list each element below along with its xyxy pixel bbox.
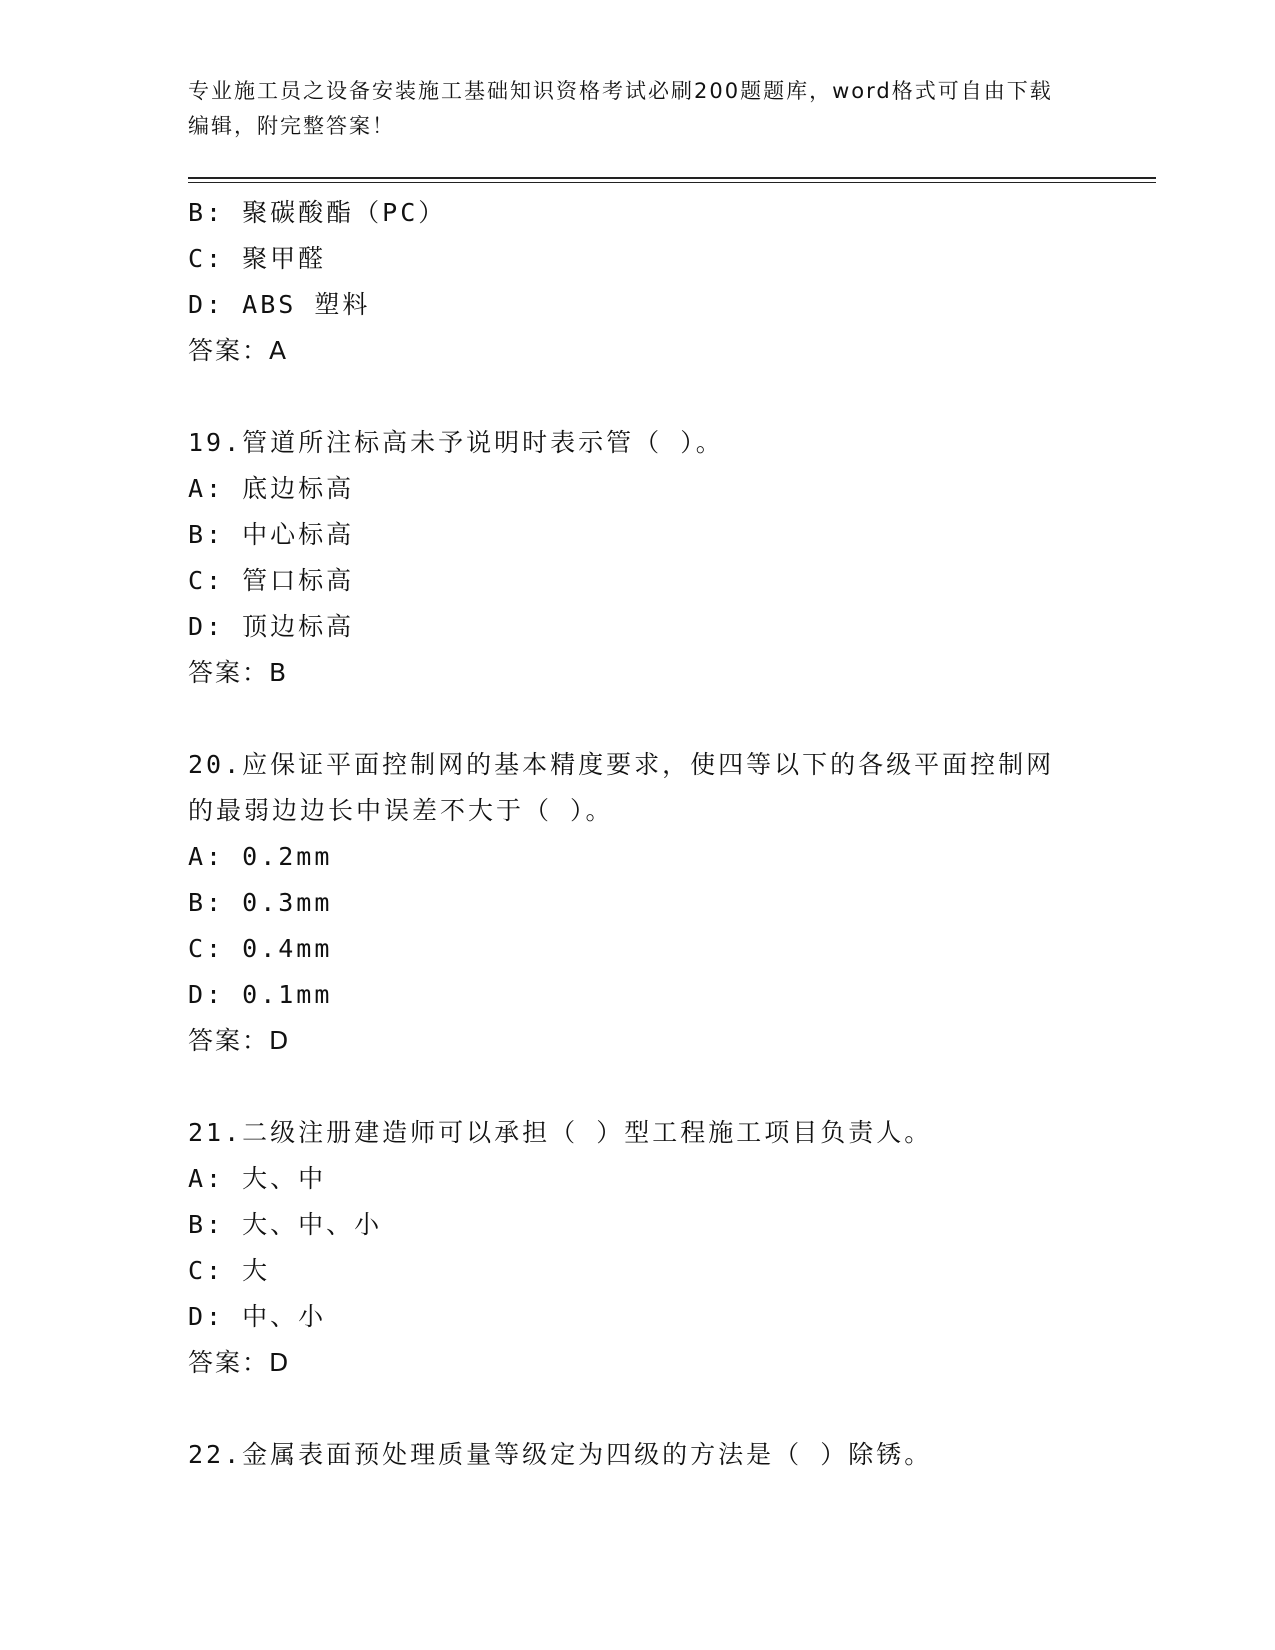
option-d: D: 顶边标高 xyxy=(188,612,355,641)
question-block-21 xyxy=(188,1110,1088,1386)
option-a: A: 底边标高 xyxy=(188,474,355,503)
spacer xyxy=(188,696,1088,742)
answer-line: 答案：A xyxy=(188,336,289,365)
question-text: 22.金属表面预处理质量等级定为四级的方法是（ ）除锈。 xyxy=(188,1440,933,1469)
option-d: D: 中、小 xyxy=(188,1302,327,1331)
question-block-18 xyxy=(188,190,1088,374)
document-header: 专业施工员之设备安装施工基础知识资格考试必刷200题题库，word格式可自由下载编辑，附完整答案！ xyxy=(188,79,1053,138)
option-b: B: 中心标高 xyxy=(188,520,355,549)
option-c: C: 大 xyxy=(188,1256,271,1285)
question-block-22 xyxy=(188,1432,1088,1478)
spacer xyxy=(188,1386,1088,1432)
answer-line: 答案：D xyxy=(188,1026,291,1055)
option-c: C: 聚甲醛 xyxy=(188,244,327,273)
option-c: C: 管口标高 xyxy=(188,566,355,595)
question-block-20 xyxy=(188,742,1088,1064)
option-a: A: 大、中 xyxy=(188,1164,327,1193)
question-text-line-1: 20.应保证平面控制网的基本精度要求，使四等以下的各级平面控制网 xyxy=(188,750,1055,779)
option-c: C: 0.4mm xyxy=(188,934,333,963)
question-block-19 xyxy=(188,420,1088,696)
question-text: 19.管道所注标高未予说明时表示管（ ）。 xyxy=(188,428,724,457)
header-rule-thick xyxy=(188,177,1156,179)
option-b: B: 大、中、小 xyxy=(188,1210,383,1239)
header-rule-thin xyxy=(188,182,1156,183)
option-b: B: 0.3mm xyxy=(188,888,333,917)
option-b: B: 聚碳酸酯（PC） xyxy=(188,198,447,227)
spacer xyxy=(188,1064,1088,1110)
question-text: 21.二级注册建造师可以承担（ ）型工程施工项目负责人。 xyxy=(188,1118,933,1147)
answer-line: 答案：D xyxy=(188,1348,291,1377)
option-d: D: 0.1mm xyxy=(188,980,333,1009)
answer-line: 答案：B xyxy=(188,658,289,687)
question-text-line-2: 的最弱边边长中误差不大于（ ）。 xyxy=(188,796,614,825)
option-d: D: ABS 塑料 xyxy=(188,290,371,319)
question-list xyxy=(188,190,1088,1478)
option-a: A: 0.2mm xyxy=(188,842,333,871)
spacer xyxy=(188,374,1088,420)
